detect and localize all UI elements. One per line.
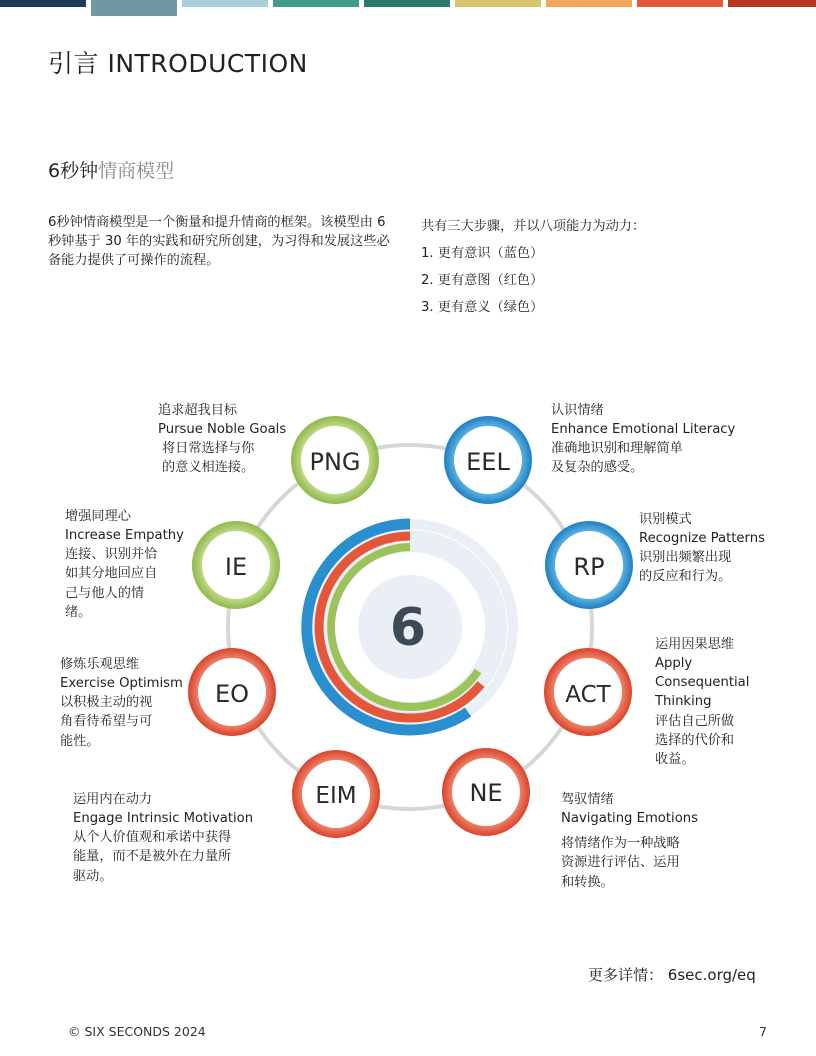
label-act-en-1: Apply [655, 656, 693, 672]
node-act-code: ACT [565, 682, 611, 708]
label-ne [561, 790, 698, 892]
subtitle-light: 情商模型 [98, 160, 175, 182]
label-act [655, 635, 749, 769]
label-ne-zh: 驾驭情绪 [561, 792, 614, 807]
node-png-code: PNG [309, 448, 361, 476]
label-png-zh: 追求超我目标 [158, 403, 238, 418]
label-rp-desc-2: 的反应和行为。 [639, 569, 732, 585]
node-ie [192, 521, 280, 609]
step-item-1: 1. 更有意识（蓝色） [421, 246, 544, 261]
page-number: 7 [759, 1024, 767, 1039]
node-ne [442, 748, 530, 836]
label-rp [639, 510, 765, 587]
label-act-desc-3: 收益。 [655, 751, 695, 767]
node-eo [188, 648, 276, 736]
label-eel-en: Enhance Emotional Literacy [551, 422, 736, 438]
label-ie-desc-2: 如其分地回应自 [65, 566, 158, 582]
label-eim-en: Engage Intrinsic Motivation [73, 811, 254, 827]
label-eim-desc-1: 从个人价值观和承诺中获得 [73, 830, 232, 846]
label-eim [73, 790, 253, 886]
label-ne-desc-2: 资源进行评估、运用 [561, 855, 680, 871]
label-eel-desc-1: 准确地识别和理解简单 [551, 441, 683, 457]
label-eo-desc-2: 角看待希望与可 [60, 714, 153, 730]
label-ne-en: Navigating Emotions [561, 811, 699, 827]
node-rp [545, 521, 633, 609]
label-eo-zh: 修炼乐观思维 [60, 657, 140, 672]
label-ne-desc-3: 和转换。 [561, 874, 614, 890]
more-info-link[interactable]: 6sec.org/eq [667, 966, 756, 984]
node-eel-code: EEL [466, 448, 510, 476]
node-rp-code: RP [573, 553, 605, 581]
label-eo [60, 655, 183, 751]
label-png [158, 401, 286, 478]
page-title: 引言 INTRODUCTION [48, 49, 308, 78]
label-ne-desc-1: 将情绪作为一种战略 [561, 836, 680, 852]
node-ne-code: NE [469, 779, 503, 807]
node-eel [444, 416, 532, 504]
label-act-en-3: Thinking [655, 694, 712, 710]
more-info [588, 964, 756, 985]
footer-copyright: © SIX SECONDS 2024 [68, 1024, 206, 1039]
label-act-en-2: Consequential [655, 675, 750, 691]
step-item-3: 3. 更有意义（绿色） [421, 300, 544, 315]
label-ie-desc-4: 绪。 [65, 604, 92, 620]
node-act [544, 648, 632, 736]
label-eo-desc-1: 以积极主动的视 [60, 695, 153, 711]
label-ie-en: Increase Empathy [65, 528, 184, 544]
label-eo-desc-3: 能性。 [60, 733, 100, 749]
more-info-label: 更多详情： [588, 966, 664, 984]
node-png [291, 416, 379, 504]
label-ie [65, 507, 184, 622]
label-rp-desc-1: 识别出频繁出现 [639, 550, 732, 566]
label-png-desc-1: 将日常选择与你 [162, 441, 255, 457]
intro-paragraph: 6秒钟情商模型是一个衡量和提升情商的框架。该模型由 6 秒钟基于 30 年的实践和研究所创建，为习得和发展这些必备能力提供了可操作的流程。 [48, 215, 390, 269]
label-act-desc-2: 选择的代价和 [655, 732, 735, 748]
label-ie-desc-3: 己与他人的情 [65, 585, 145, 601]
label-png-desc-2: 的意义相连接。 [162, 460, 255, 476]
node-eim-code: EIM [315, 783, 357, 809]
steps-lead: 共有三大步骤，并以八项能力为动力： [421, 219, 646, 234]
subtitle-dark: 6秒钟 [48, 160, 99, 182]
label-eim-zh: 运用内在动力 [73, 792, 153, 807]
label-rp-zh: 识别模式 [639, 512, 692, 527]
label-eel-desc-2: 及复杂的感受。 [551, 460, 644, 476]
label-eel [551, 401, 735, 478]
label-png-en: Pursue Noble Goals [158, 422, 287, 438]
label-act-zh: 运用因果思维 [655, 637, 735, 652]
node-eim [292, 750, 380, 838]
label-eo-en: Exercise Optimism [60, 676, 183, 692]
label-ie-zh: 增强同理心 [65, 509, 131, 524]
node-eo-code: EO [214, 680, 250, 708]
label-eel-zh: 认识情绪 [551, 403, 604, 418]
six-seconds-logo: 6 [389, 598, 427, 658]
label-eim-desc-2: 能量，而不是被外在力量所 [73, 849, 232, 865]
node-ie-code: IE [224, 553, 248, 581]
label-act-desc-1: 评估自己所做 [655, 713, 735, 729]
label-ie-desc-1: 连接、识别并恰 [65, 547, 158, 563]
label-rp-en: Recognize Patterns [639, 531, 765, 547]
step-item-2: 2. 更有意图（红色） [421, 273, 544, 288]
label-eim-desc-3: 驱动。 [73, 868, 113, 884]
